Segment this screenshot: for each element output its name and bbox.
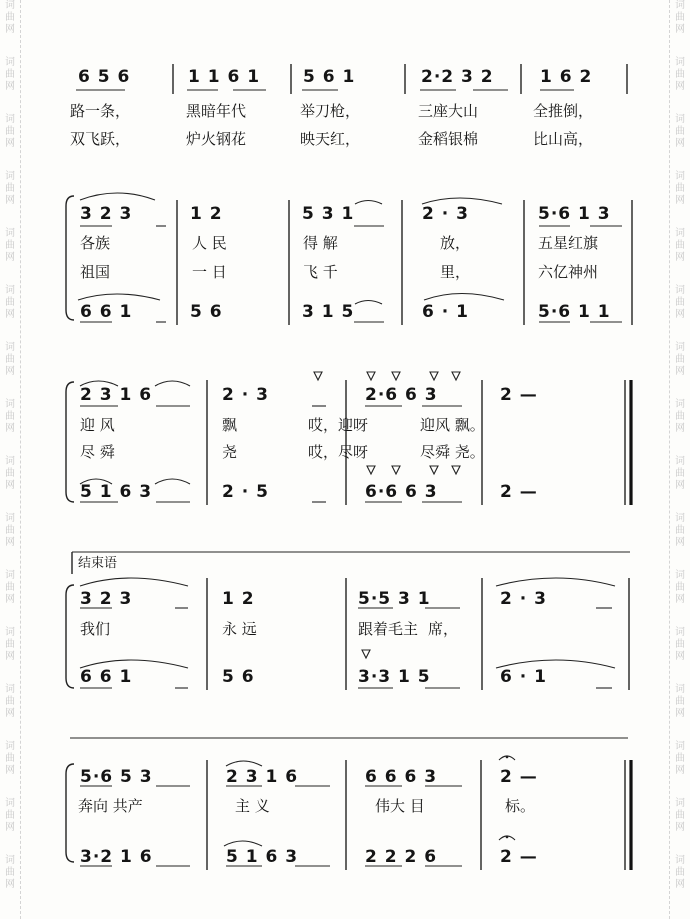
watermark-char: 词 bbox=[675, 855, 685, 866]
watermark-char: 词 bbox=[675, 342, 685, 353]
watermark-char: 网 bbox=[675, 423, 685, 434]
lyric: 标。 bbox=[505, 797, 536, 815]
watermark-char: 曲 bbox=[675, 12, 685, 23]
watermark-char: 词 bbox=[5, 627, 15, 638]
watermark-char: 曲 bbox=[675, 354, 685, 365]
lyric: 五星红旗 bbox=[538, 234, 599, 252]
watermark-char: 网 bbox=[5, 537, 15, 548]
lyric: 放， bbox=[440, 234, 471, 252]
watermark-char: 词 bbox=[5, 285, 15, 296]
watermark-char: 曲 bbox=[5, 240, 15, 251]
watermark-char: 网 bbox=[5, 81, 15, 92]
watermark-char: 网 bbox=[675, 309, 685, 320]
lyric: 尧 bbox=[222, 443, 238, 461]
watermark-char: 曲 bbox=[5, 468, 15, 479]
watermark-char: 曲 bbox=[675, 639, 685, 650]
melody-measure: 2 · 3 bbox=[422, 204, 469, 224]
melody-measure: 1 2 bbox=[190, 204, 223, 224]
watermark-char: 曲 bbox=[675, 69, 685, 80]
watermark-char: 网 bbox=[675, 651, 685, 662]
watermark-char: 词 bbox=[5, 342, 15, 353]
section-label: 结束语 bbox=[78, 556, 118, 571]
watermark-char: 曲 bbox=[5, 354, 15, 365]
watermark-char: 词 bbox=[5, 114, 15, 125]
watermark-char: 网 bbox=[5, 765, 15, 776]
watermark-char: 曲 bbox=[675, 183, 685, 194]
melody-measure: 2·2 3 2 bbox=[421, 67, 494, 87]
watermark-char: 网 bbox=[5, 423, 15, 434]
lyric: 金稻银棉 bbox=[418, 130, 479, 148]
lyric: 尽 舜 bbox=[80, 443, 115, 461]
melody-measure: 3 2 3 bbox=[80, 589, 133, 609]
watermark-char: 曲 bbox=[5, 183, 15, 194]
bass-measure: 3·2 1 6 bbox=[80, 847, 153, 867]
bass-measure: 6 · 1 bbox=[422, 302, 469, 322]
watermark-char: 词 bbox=[5, 570, 15, 581]
watermark-char: 网 bbox=[5, 195, 15, 206]
watermark-char: 词 bbox=[5, 798, 15, 809]
watermark-char: 词 bbox=[675, 684, 685, 695]
watermark-char: 曲 bbox=[5, 810, 15, 821]
bass-measure: 2 · 5 bbox=[222, 482, 269, 502]
bass-measure: 5 6 bbox=[190, 302, 223, 322]
watermark-char: 网 bbox=[675, 138, 685, 149]
watermark-char: 曲 bbox=[5, 12, 15, 23]
bass-measure: 6·6 6 3 bbox=[365, 482, 438, 502]
bass-measure: 3 1 5 bbox=[302, 302, 355, 322]
melody-measure: 5 3 1 bbox=[302, 204, 355, 224]
watermark-char: 网 bbox=[675, 195, 685, 206]
watermark-char: 网 bbox=[675, 594, 685, 605]
melody-measure: 2 3 1 6 bbox=[226, 767, 299, 787]
melody-measure: 5·6 1 3 bbox=[538, 204, 611, 224]
melody-measure: 2 — bbox=[500, 767, 538, 787]
melody-measure: 2 — bbox=[500, 385, 538, 405]
watermark-char: 曲 bbox=[675, 696, 685, 707]
watermark-char: 网 bbox=[5, 309, 15, 320]
bass-measure: 2 — bbox=[500, 847, 538, 867]
watermark-char: 网 bbox=[5, 594, 15, 605]
bass-measure: 5·6 1 1 bbox=[538, 302, 611, 322]
watermark-char: 网 bbox=[5, 366, 15, 377]
lyric: 双飞跃， bbox=[70, 130, 131, 148]
lyric: 祖国 bbox=[80, 263, 111, 281]
watermark-char: 曲 bbox=[5, 753, 15, 764]
watermark-char: 词 bbox=[5, 0, 15, 11]
melody-measure: 1 1 6 1 bbox=[188, 67, 261, 87]
melody-measure: 5 6 1 bbox=[303, 67, 356, 87]
melody-measure: 1 2 bbox=[222, 589, 255, 609]
lyric: 路一条， bbox=[70, 102, 131, 120]
watermark-char: 曲 bbox=[5, 297, 15, 308]
bass-measure: 6 6 1 bbox=[80, 667, 133, 687]
watermark-char: 词 bbox=[675, 285, 685, 296]
watermark-char: 曲 bbox=[5, 69, 15, 80]
watermark-char: 词 bbox=[675, 513, 685, 524]
watermark-char: 曲 bbox=[5, 411, 15, 422]
watermark-char: 网 bbox=[675, 765, 685, 776]
watermark-char: 网 bbox=[675, 366, 685, 377]
melody-measure: 2 3 1 6 bbox=[80, 385, 153, 405]
watermark-char: 网 bbox=[675, 822, 685, 833]
watermark-char: 曲 bbox=[675, 297, 685, 308]
watermark-char: 网 bbox=[5, 822, 15, 833]
watermark-char: 曲 bbox=[675, 753, 685, 764]
watermark-char: 词 bbox=[675, 456, 685, 467]
watermark-char: 网 bbox=[675, 24, 685, 35]
watermark-char: 曲 bbox=[675, 582, 685, 593]
bass-measure: 5 1 6 3 bbox=[226, 847, 299, 867]
lyric: 三座大山 bbox=[418, 102, 479, 120]
watermark-char: 曲 bbox=[5, 126, 15, 137]
lyric: 各族 bbox=[80, 234, 111, 252]
lyric: 哎，尽呀 bbox=[308, 443, 369, 461]
lyric: 黑暗年代 bbox=[186, 102, 247, 120]
watermark-char: 词 bbox=[5, 855, 15, 866]
watermark-char: 网 bbox=[675, 81, 685, 92]
lyric: 全推倒， bbox=[533, 102, 594, 120]
melody-measure: 2 · 3 bbox=[222, 385, 269, 405]
watermark-char: 网 bbox=[675, 708, 685, 719]
bass-measure: 6 6 1 bbox=[80, 302, 133, 322]
watermark-char: 网 bbox=[675, 252, 685, 263]
watermark-char: 曲 bbox=[675, 525, 685, 536]
watermark-char: 网 bbox=[5, 252, 15, 263]
watermark-char: 词 bbox=[675, 798, 685, 809]
melody-measure: 3 2 3 bbox=[80, 204, 133, 224]
watermark-char: 曲 bbox=[5, 867, 15, 878]
melody-measure: 2·6 6 3 bbox=[365, 385, 438, 405]
melody-measure: 5·5 3 1 bbox=[358, 589, 431, 609]
watermark-char: 词 bbox=[675, 57, 685, 68]
watermark-char: 曲 bbox=[5, 639, 15, 650]
watermark-char: 词 bbox=[675, 570, 685, 581]
watermark-char: 词 bbox=[5, 228, 15, 239]
melody-measure: 2 · 3 bbox=[500, 589, 547, 609]
lyric: 得 解 bbox=[303, 234, 338, 252]
lyric: 伟大 目 bbox=[375, 797, 425, 815]
lyric: 尽舜 尧。 bbox=[420, 443, 485, 461]
lyric: 人 民 bbox=[192, 234, 227, 252]
watermark-char: 词 bbox=[5, 741, 15, 752]
lyric: 迎 风 bbox=[80, 416, 115, 434]
lyric: 跟着毛主 bbox=[358, 620, 419, 638]
watermark-char: 词 bbox=[5, 399, 15, 410]
bass-measure: 3·3 1 5 bbox=[358, 667, 431, 687]
watermark-char: 网 bbox=[675, 537, 685, 548]
watermark-char: 曲 bbox=[675, 810, 685, 821]
watermark-char: 词 bbox=[675, 171, 685, 182]
melody-measure: 1 6 2 bbox=[540, 67, 593, 87]
bass-measure: 2 2 2 6 bbox=[365, 847, 438, 867]
watermark-char: 曲 bbox=[675, 240, 685, 251]
watermark-char: 曲 bbox=[675, 411, 685, 422]
watermark-char: 网 bbox=[5, 138, 15, 149]
lyric: 里， bbox=[440, 263, 471, 281]
watermark-char: 网 bbox=[5, 480, 15, 491]
lyric: 主 义 bbox=[235, 797, 270, 815]
watermark-char: 网 bbox=[5, 879, 15, 890]
lyric: 我们 bbox=[80, 620, 111, 638]
lyric: 永 远 bbox=[222, 620, 257, 638]
lyric: 迎风 飘。 bbox=[420, 416, 485, 434]
lyric: 比山高， bbox=[533, 130, 594, 148]
watermark-char: 词 bbox=[675, 399, 685, 410]
watermark-char: 曲 bbox=[5, 525, 15, 536]
watermark-char: 曲 bbox=[5, 696, 15, 707]
watermark-char: 网 bbox=[675, 480, 685, 491]
watermark-char: 词 bbox=[5, 456, 15, 467]
watermark-char: 词 bbox=[5, 171, 15, 182]
lyric: 映天红， bbox=[300, 130, 361, 148]
watermark-char: 曲 bbox=[5, 582, 15, 593]
lyric: 炉火钢花 bbox=[186, 130, 247, 148]
watermark-char: 网 bbox=[5, 651, 15, 662]
watermark-char: 词 bbox=[5, 57, 15, 68]
watermark-char: 曲 bbox=[675, 126, 685, 137]
lyric: 六亿神州 bbox=[538, 263, 599, 281]
lyric: 一 日 bbox=[192, 263, 227, 281]
watermark-char: 词 bbox=[675, 228, 685, 239]
watermark-char: 词 bbox=[5, 684, 15, 695]
lyric: 举刀枪， bbox=[300, 102, 361, 120]
watermark-char: 网 bbox=[5, 708, 15, 719]
melody-measure: 6 5 6 bbox=[78, 67, 131, 87]
watermark-char: 网 bbox=[675, 879, 685, 890]
watermark-char: 曲 bbox=[675, 468, 685, 479]
lyric: 飘 bbox=[222, 416, 238, 434]
bass-measure: 6 · 1 bbox=[500, 667, 547, 687]
bass-measure: 2 — bbox=[500, 482, 538, 502]
watermark-char: 词 bbox=[5, 513, 15, 524]
lyric: 席， bbox=[428, 620, 459, 638]
bass-measure: 5 6 bbox=[222, 667, 255, 687]
watermark-char: 词 bbox=[675, 0, 685, 11]
lyric: 哎，迎呀 bbox=[308, 416, 369, 434]
lyric: 奔向 共产 bbox=[78, 797, 143, 815]
bass-measure: 5 1 6 3 bbox=[80, 482, 153, 502]
watermark-char: 词 bbox=[675, 741, 685, 752]
watermark-char: 词 bbox=[675, 114, 685, 125]
lyric: 飞 千 bbox=[303, 263, 338, 281]
melody-measure: 6 6 6 3 bbox=[365, 767, 438, 787]
watermark-char: 词 bbox=[675, 627, 685, 638]
watermark-char: 网 bbox=[5, 24, 15, 35]
watermark-char: 曲 bbox=[675, 867, 685, 878]
melody-measure: 5·6 5 3 bbox=[80, 767, 153, 787]
